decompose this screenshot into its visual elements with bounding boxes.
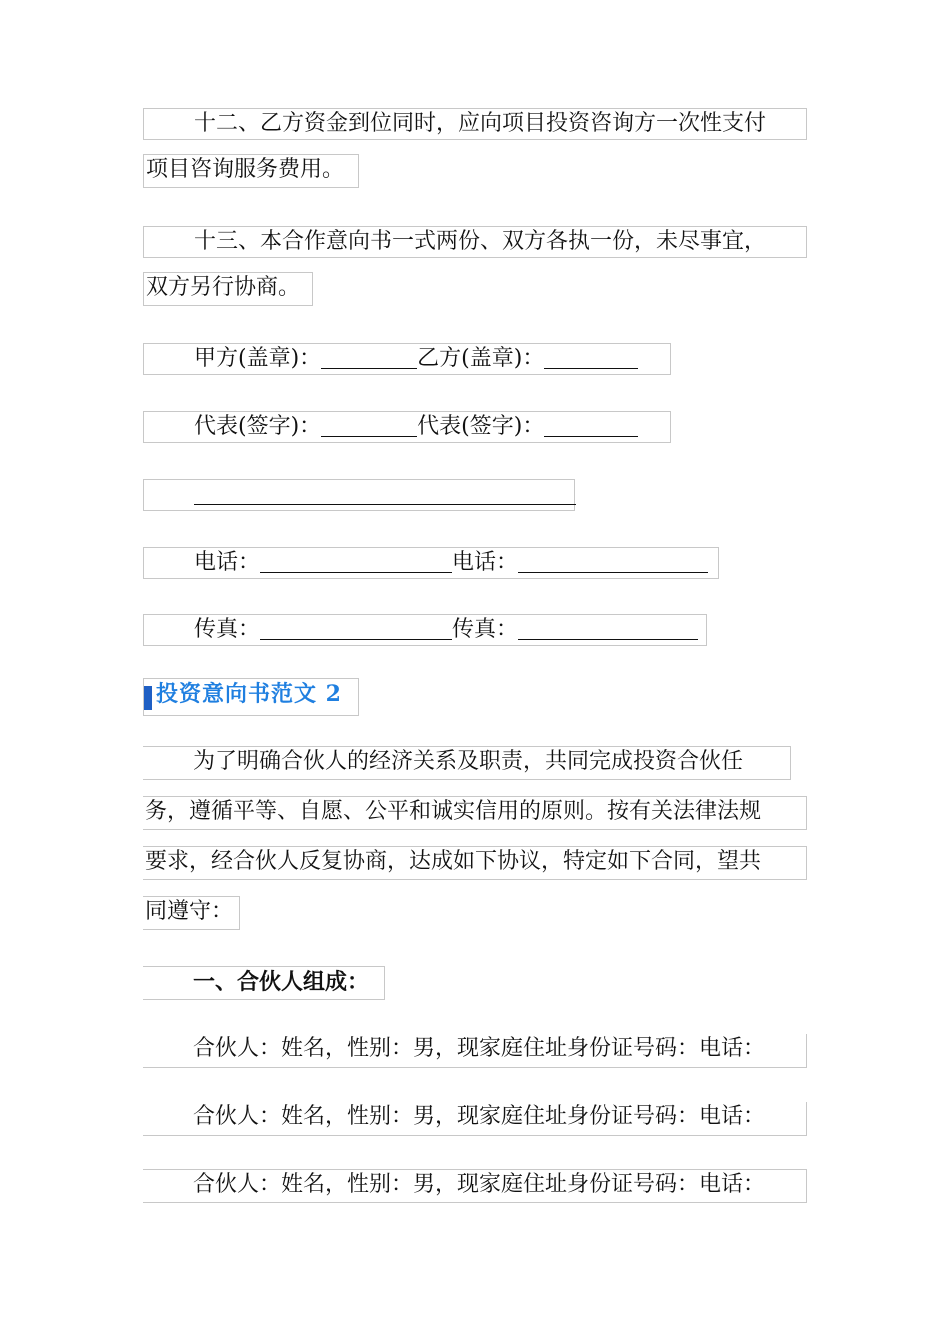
fax-a-blank <box>260 615 452 640</box>
representative-line <box>143 411 671 443</box>
section-heading-text: 投资意向书范文 2 <box>156 681 342 707</box>
phone-line <box>143 547 719 579</box>
phone-a-blank <box>260 548 452 573</box>
full-blank <box>194 480 576 505</box>
phone-b-blank <box>518 548 708 573</box>
intro-line-2: 务，遵循平等、自愿、公平和诚实信用的原则。按有关法律法规 <box>143 796 807 830</box>
clause-13-line-1: 十三、本合作意向书一式两份、双方各执一份，未尽事宜， <box>143 226 807 258</box>
fax-b-blank <box>518 615 698 640</box>
rep-b-label: 代表(签字)： <box>417 414 545 439</box>
clause-12-line-1: 十二、乙方资金到位同时，应向项目投资咨询方一次性支付 <box>143 108 807 140</box>
fax-a-label: 传真： <box>194 617 261 642</box>
section-heading <box>143 678 359 716</box>
partner-row: 合伙人：姓名，性别：男，现家庭住址身份证号码：电话： <box>143 1034 807 1068</box>
fax-line <box>143 614 707 646</box>
seal-line <box>143 343 671 375</box>
phone-b-label: 电话： <box>452 550 519 575</box>
partner-row: 合伙人：姓名，性别：男，现家庭住址身份证号码：电话： <box>143 1169 807 1203</box>
clause-13-line-2: 双方另行协商。 <box>143 272 313 306</box>
rep-a-label: 代表(签字)： <box>194 414 322 439</box>
heading-marker <box>144 686 152 710</box>
party-a-seal-blank <box>321 344 417 369</box>
intro-line-1: 为了明确合伙人的经济关系及职责，共同完成投资合伙任 <box>143 746 791 780</box>
fax-b-label: 传真： <box>452 617 519 642</box>
sub-heading: 一、合伙人组成： <box>143 966 385 1000</box>
intro-line-3: 要求，经合伙人反复协商，达成如下协议，特定如下合同，望共 <box>143 846 807 880</box>
party-b-seal-label: 乙方(盖章)： <box>417 346 545 371</box>
clause-12-line-2: 项目咨询服务费用。 <box>143 154 359 188</box>
phone-a-label: 电话： <box>194 550 261 575</box>
rep-a-blank <box>321 412 417 437</box>
party-b-seal-blank <box>544 344 638 369</box>
rep-b-blank <box>544 412 638 437</box>
blank-line <box>143 479 575 511</box>
intro-line-4: 同遵守： <box>143 896 240 930</box>
party-a-seal-label: 甲方(盖章)： <box>194 346 322 371</box>
partner-row: 合伙人：姓名，性别：男，现家庭住址身份证号码：电话： <box>143 1102 807 1136</box>
